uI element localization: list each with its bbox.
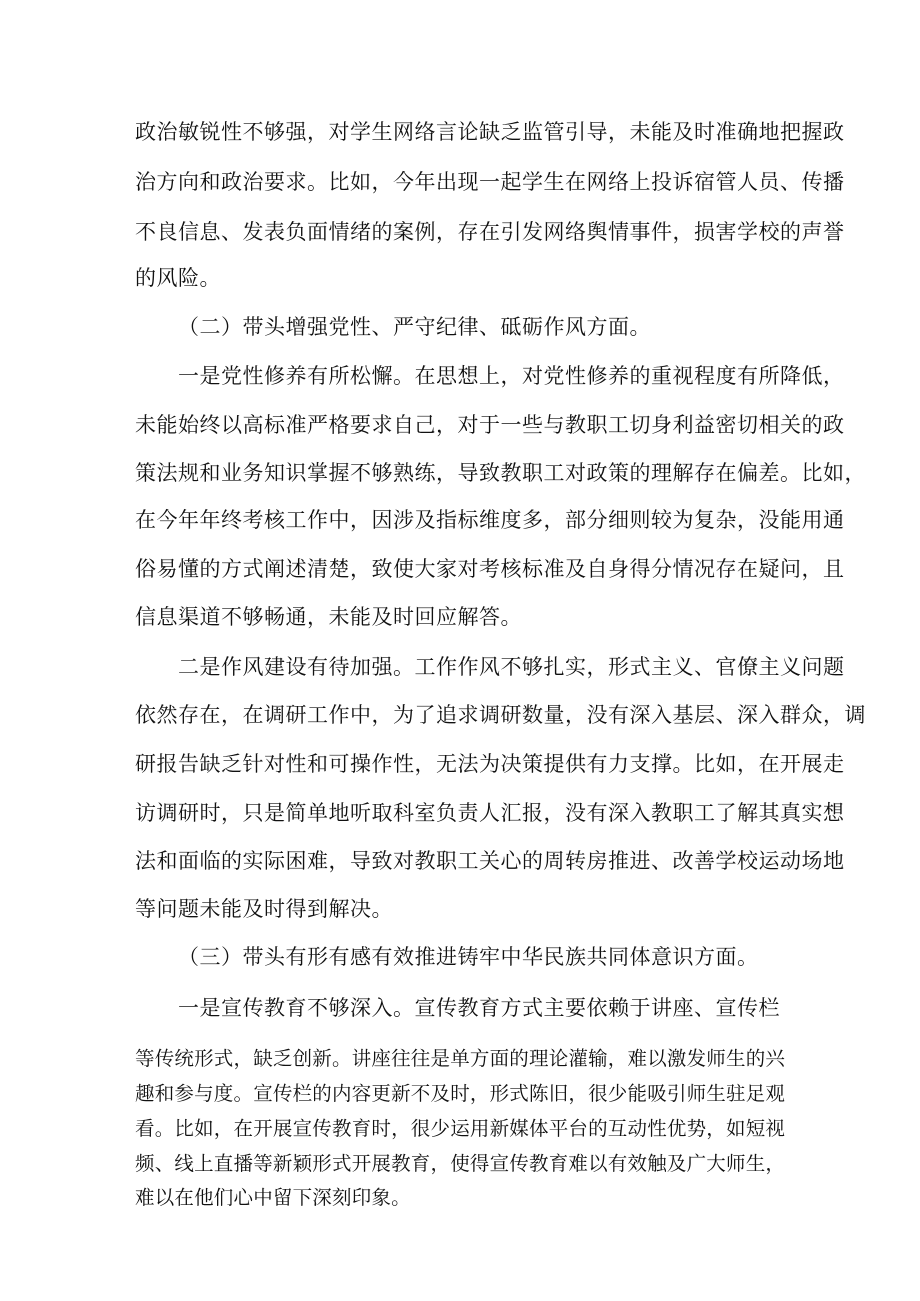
section-heading: （二）带头增强党性、严守纪律、砥砺作风方面。 <box>178 315 651 339</box>
paragraph-line: 难以在他们心中留下深刻印象。 <box>135 1186 411 1209</box>
paragraph-line: 政治敏锐性不够强，对学生网络言论缺乏监管引导，未能及时准确地把握政 <box>135 120 845 144</box>
paragraph-line: 等传统形式，缺乏创新。讲座往往是单方面的理论灌输，难以激发师生的兴 <box>135 1047 786 1070</box>
paragraph-line: 趣和参与度。宣传栏的内容更新不及时，形式陈旧，很少能吸引师生驻足观 <box>135 1082 786 1105</box>
paragraph-line: 俗易懂的方式阐述清楚，致使大家对考核标准及自身得分情况存在疑问，且 <box>135 557 845 581</box>
paragraph-line: 治方向和政治要求。比如，今年出现一起学生在网络上投诉宿管人员、传播 <box>135 170 845 194</box>
paragraph-line: 频、线上直播等新颖形式开展教育，使得宣传教育难以有效触及广大师生， <box>135 1152 786 1175</box>
section-heading: （三）带头有形有感有效推进铸牢中华民族共同体意识方面。 <box>178 945 759 969</box>
paragraph-line: 的风险。 <box>135 266 221 290</box>
paragraph-line: 二是作风建设有待加强。工作作风不够扎实，形式主义、官僚主义问题 <box>178 655 845 679</box>
paragraph-line: 在今年年终考核工作中，因涉及指标维度多，部分细则较为复杂，没能用通 <box>135 508 845 532</box>
paragraph-line: 策法规和业务知识掌握不够熟练，导致教职工对政策的理解存在偏差。比如， <box>135 461 866 485</box>
paragraph-line: 未能始终以高标准严格要求自己，对于一些与教职工切身利益密切相关的政 <box>135 413 845 437</box>
paragraph-line: 等问题未能及时得到解决。 <box>135 897 393 921</box>
paragraph-line: 法和面临的实际困难，导致对教职工关心的周转房推进、改善学校运动场地 <box>135 849 845 873</box>
paragraph-line: 不良信息、发表负面情绪的案例，存在引发网络舆情事件，损害学校的声誉 <box>135 220 845 244</box>
paragraph-line: 依然存在，在调研工作中，为了追求调研数量，没有深入基层、深入群众，调 <box>135 703 866 727</box>
paragraph-line: 看。比如，在开展宣传教育时，很少运用新媒体平台的互动性优势，如短视 <box>135 1117 786 1140</box>
paragraph-line: 一是党性修养有所松懈。在思想上，对党性修养的重视程度有所降低， <box>178 364 845 388</box>
paragraph-line: 研报告缺乏针对性和可操作性，无法为决策提供有力支撑。比如，在开展走 <box>135 752 845 776</box>
paragraph-line: 一是宣传教育不够深入。宣传教育方式主要依赖于讲座、宣传栏 <box>178 996 780 1020</box>
paragraph-line: 信息渠道不够畅通，未能及时回应解答。 <box>135 605 522 629</box>
paragraph-line: 访调研时，只是简单地听取科室负责人汇报，没有深入教职工了解其真实想 <box>135 801 845 825</box>
